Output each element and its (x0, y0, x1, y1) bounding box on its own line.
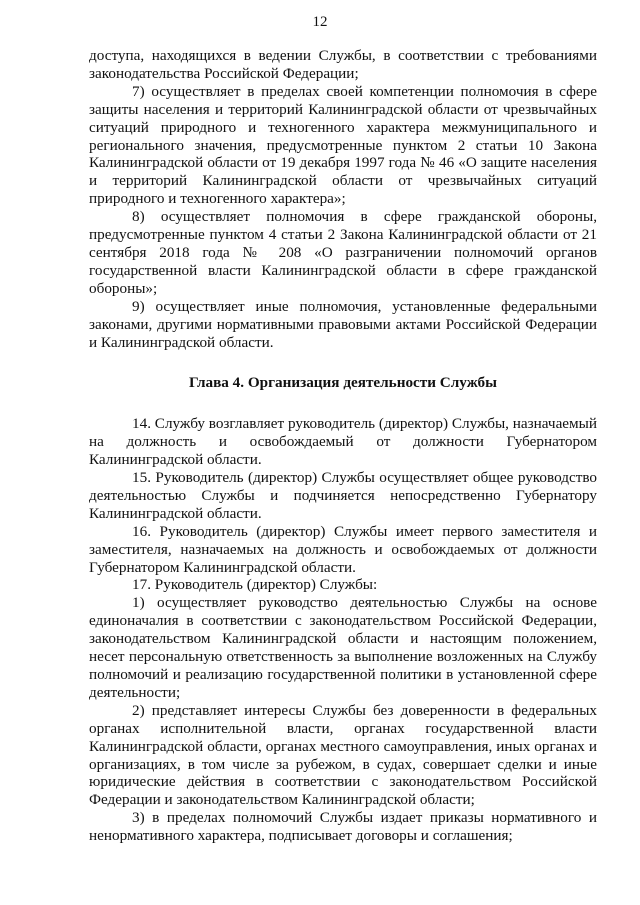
page-number: 12 (312, 14, 328, 30)
paragraph: 17. Руководитель (директор) Службы: (132, 576, 378, 594)
document-body (89, 47, 597, 845)
paragraph: 14. Службу возглавляет руководитель (директор) Службы, назначаемый на должность и освобождаемый от должности Губернатором Калининградской области. (89, 415, 597, 469)
paragraph: 9) осуществляет иные полномочия, установленные федеральными законами, другими нормативными правовыми актами Российской Федерации и Калининградской области. (89, 297, 597, 351)
chapter-heading: Глава 4. Организация деятельности Службы (189, 374, 497, 392)
paragraph: 1) осуществляет руководство деятельностью Службы на основе единоначалия в соответствии с законодательством Российской Федерации, законодательством Калининградской области и настоящим положением, несет персональную ответственность за выполнение возложенных на Службу полномочий и реализацию государственной политики в установленной сфере деятельности; (89, 594, 597, 701)
paragraph: 16. Руководитель (директор) Службы имеет первого заместителя и заместителя, назначаемых на должность и освобождаемых от должности Губернатором Калининградской области. (89, 522, 597, 576)
paragraph: доступа, находящихся в ведении Службы, в соответствии с требованиями законодательства Российской Федерации; (89, 47, 597, 82)
paragraphs-after-heading (89, 415, 597, 845)
paragraphs-before-heading (89, 47, 597, 351)
paragraph: 2) представляет интересы Службы без доверенности в федеральных органах исполнительной власти, органах государственной власти Калининградской области, органах местного самоуправления, иных органах и организациях, в том числе за рубежом, в судах, совершает сделки и иные юридические действия в соответствии с законодательством Российской Федерации и законодательством Калининградской области; (89, 701, 597, 809)
paragraph: 7) осуществляет в пределах своей компетенции полномочия в сфере защиты населения и территорий Калининградской области от чрезвычайных ситуаций природного и техногенного характера межмуниципального и регионального значения, предусмотренные пунктом 2 статьи 10 Закона Калининградской области от 19 декабря 1997 года № 46 «О защите населения и территорий Калининградской области от чрезвычайных ситуаций природного и техногенного характера»; (89, 82, 597, 208)
paragraph: 3) в пределах полномочий Службы издает приказы нормативного и ненормативного характера, подписывает договоры и соглашения; (89, 809, 597, 845)
paragraph: 8) осуществляет полномочия в сфере гражданской обороны, предусмотренные пунктом 4 статьи 2 Закона Калининградской области от 21 сентября 2018 года № 208 «О разграничении полномочий органов государственной власти Калининградской области в сфере гражданской обороны»; (89, 208, 597, 297)
paragraph: 15. Руководитель (директор) Службы осуществляет общее руководство деятельностью Службы и подчиняется непосредственно Губернатору Калининградской области. (89, 469, 597, 522)
